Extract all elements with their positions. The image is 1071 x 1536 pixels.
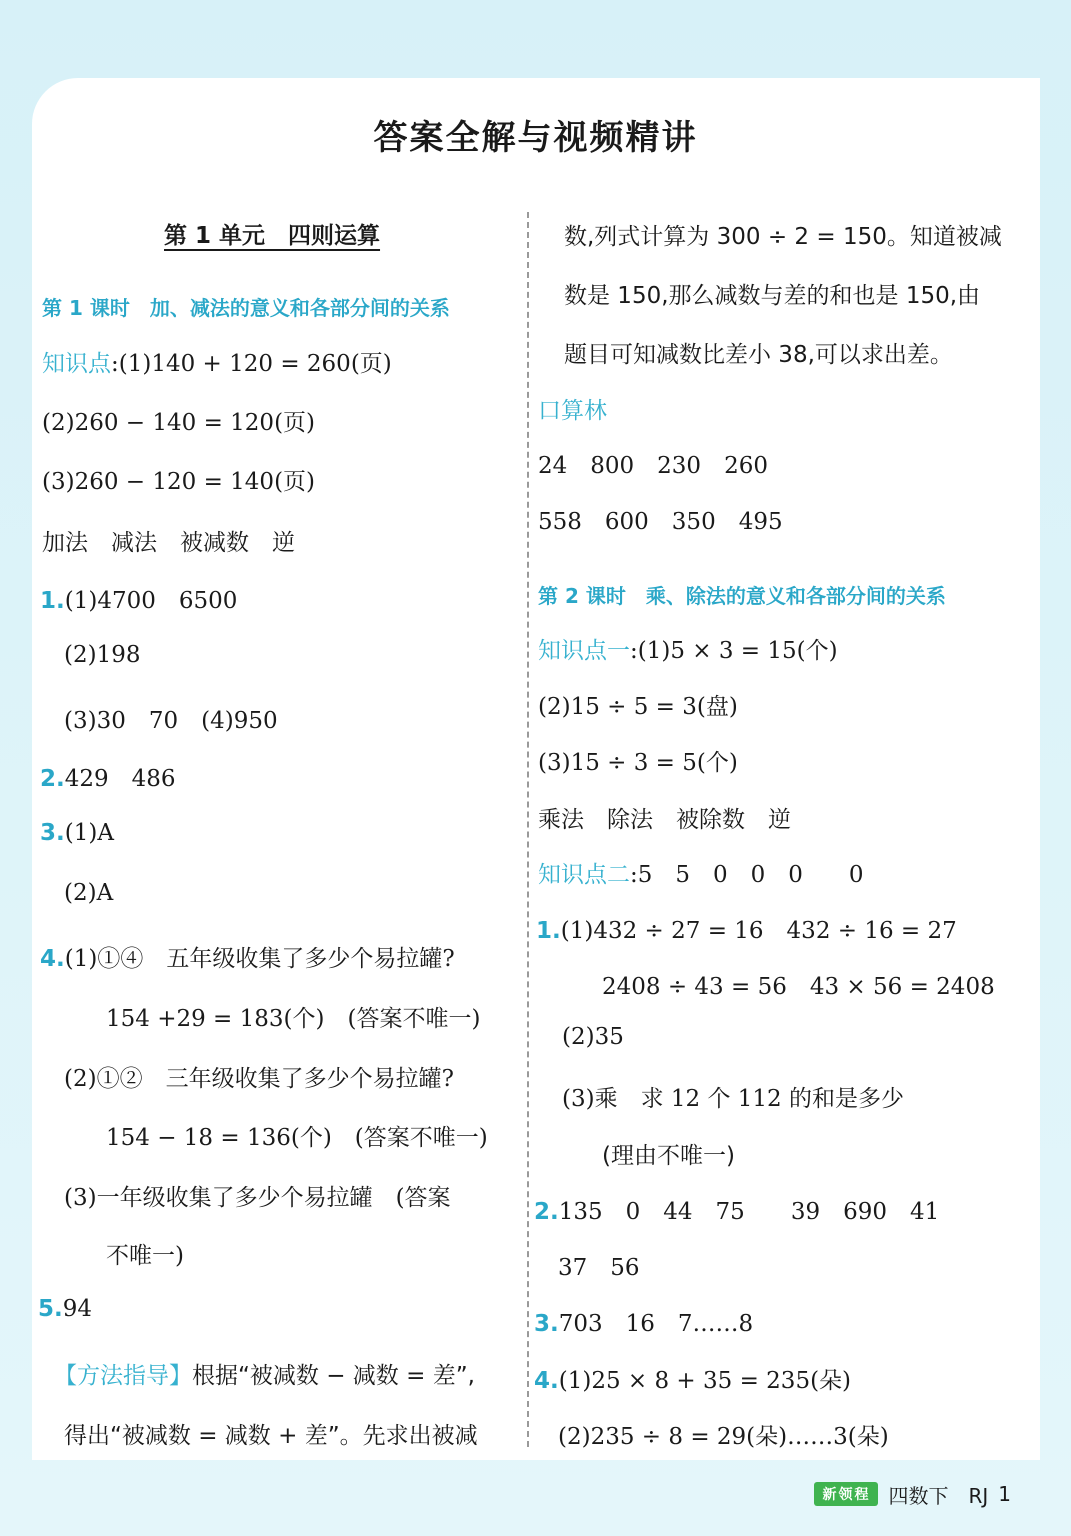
kp1-line-a: :(1)5 × 3 = 15(个) <box>630 638 838 664</box>
unit-heading: 第 1 单元 四则运算 <box>164 223 381 249</box>
knowledge-point-label: 知识点 <box>42 351 111 377</box>
lesson-2-heading: 第 2 课时 乘、除法的意义和各部分间的关系 <box>538 584 946 608</box>
r-q1-part-b: (2)35 <box>562 1024 624 1050</box>
knowledge-point-one-label: 知识点一 <box>538 638 630 664</box>
r-question-4 <box>534 1362 851 1395</box>
r-q2-answers-cont: 37 56 <box>558 1255 640 1281</box>
question-number: 4. <box>534 1368 559 1394</box>
lesson-1-heading: 第 1 课时 加、减法的意义和各部分间的关系 <box>42 296 450 320</box>
r-q3-answer: 703 16 7……8 <box>558 1311 754 1337</box>
question-number: 5. <box>38 1296 63 1322</box>
kp-line-1: :(1)140 + 120 = 260(页) <box>111 351 392 377</box>
knowledge-point-1 <box>42 345 392 378</box>
kp2-answers: :5 5 0 0 0 0 <box>630 862 864 888</box>
r-question-3 <box>534 1305 753 1338</box>
question-number: 3. <box>40 820 65 846</box>
oral-calc-row-2: 558 600 350 495 <box>538 509 783 535</box>
q3-part-a: (1)A <box>64 820 114 846</box>
kp-words: 加法 减法 被减数 逆 <box>42 530 295 556</box>
method-line-1: 根据“被减数 − 减数 = 差”, <box>192 1363 475 1389</box>
method-guide <box>54 1357 475 1390</box>
kp1-words: 乘法 除法 被除数 逆 <box>538 807 791 833</box>
r-q1-part-a-cont: 2408 ÷ 43 = 56 43 × 56 = 2408 <box>602 974 995 1000</box>
q1-part-a: (1)4700 6500 <box>64 588 238 614</box>
method-line-2: 得出“被减数 = 减数 + 差”。先求出被减 <box>64 1423 478 1449</box>
q1-part-b: (2)198 <box>64 642 141 668</box>
r-q1-part-c-cont: (理由不唯一) <box>602 1143 735 1169</box>
q3-part-b: (2)A <box>64 880 114 906</box>
question-5 <box>38 1296 92 1322</box>
q4-part-a-calc: 154 +29 = 183(个) (答案不唯一) <box>106 1006 481 1032</box>
question-3 <box>40 820 114 846</box>
oral-calc-row-1: 24 800 230 260 <box>538 453 768 479</box>
kp-line-2: (2)260 − 140 = 120(页) <box>42 410 316 436</box>
q4-part-b: (2)①② 三年级收集了多少个易拉罐? <box>64 1066 454 1092</box>
method-cont-3: 题目可知减数比差小 38,可以求出差。 <box>564 342 953 368</box>
r-q2-answers: 135 0 44 75 39 690 41 <box>558 1199 940 1225</box>
question-number: 1. <box>536 918 561 944</box>
r-q1-part-c: (3)乘 求 12 个 112 的和是多少 <box>562 1086 904 1112</box>
q1-part-c: (3)30 70 (4)950 <box>64 708 278 734</box>
page-number: 1 <box>998 1482 1011 1506</box>
book-code: 四数下 RJ <box>888 1483 989 1508</box>
knowledge-point-one <box>538 632 838 665</box>
question-number: 4. <box>40 946 65 972</box>
method-guide-label: 【方法指导】 <box>54 1363 192 1389</box>
page-footer <box>814 1478 1011 1510</box>
q4-part-c-cont: 不唯一) <box>106 1243 184 1269</box>
q5-answer: 94 <box>62 1296 93 1322</box>
r-question-1 <box>536 912 957 945</box>
question-number: 2. <box>40 766 65 792</box>
page-title: 答案全解与视频精讲 <box>373 118 698 158</box>
column-divider <box>527 212 529 1447</box>
q4-part-c: (3)一年级收集了多少个易拉罐 (答案 <box>64 1185 451 1211</box>
q4-part-a: (1)①④ 五年级收集了多少个易拉罐? <box>64 946 455 972</box>
r-q1-part-a: (1)432 ÷ 27 = 16 432 ÷ 16 = 27 <box>560 918 957 944</box>
question-number: 1. <box>40 588 65 614</box>
kp1-line-b: (2)15 ÷ 5 = 3(盘) <box>538 694 738 720</box>
method-cont-2: 数是 150,那么减数与差的和也是 150,由 <box>564 283 981 309</box>
question-1 <box>40 582 237 615</box>
brand-badge: 新领程 <box>814 1482 878 1506</box>
r-q4-part-b: (2)235 ÷ 8 = 29(朵)……3(朵) <box>558 1424 889 1450</box>
q2-answer: 429 486 <box>64 766 176 792</box>
question-4 <box>40 940 455 973</box>
knowledge-point-two <box>538 856 864 889</box>
question-number: 2. <box>534 1199 559 1225</box>
knowledge-point-two-label: 知识点二 <box>538 862 630 888</box>
r-q4-part-a: (1)25 × 8 + 35 = 235(朵) <box>558 1368 852 1394</box>
kp1-line-c: (3)15 ÷ 3 = 5(个) <box>538 750 738 776</box>
method-cont-1: 数,列式计算为 300 ÷ 2 = 150。知道被减 <box>564 224 1002 250</box>
question-2 <box>40 760 176 793</box>
q4-part-b-calc: 154 − 18 = 136(个) (答案不唯一) <box>106 1125 488 1151</box>
question-number: 3. <box>534 1311 559 1337</box>
r-question-2 <box>534 1193 939 1226</box>
oral-calc-label: 口算林 <box>538 398 607 424</box>
kp-line-3: (3)260 − 120 = 140(页) <box>42 469 316 495</box>
